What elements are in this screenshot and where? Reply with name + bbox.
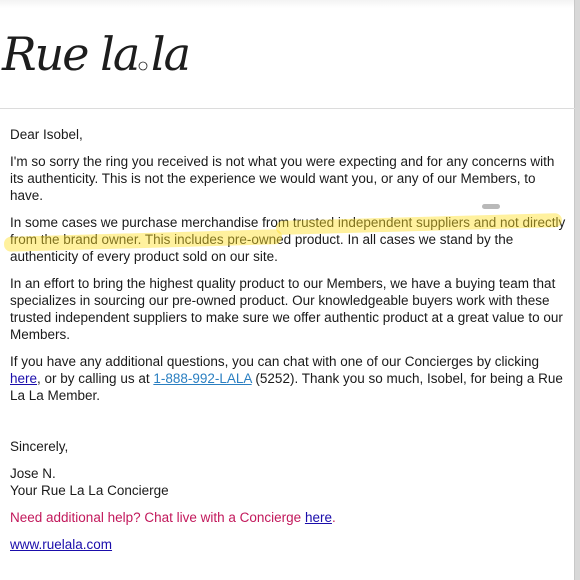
email-paragraph-buying-team: In an effort to bring the highest quality product to our Members, we have a buying team that specializes in sourcing our pre-owned product. Our knowledgeable buyers work with these trusted independent suppliers to make sure we offer authentic product at a great value to our Members. <box>10 276 563 342</box>
site-line <box>10 536 566 553</box>
ruelala-logo-text: Rue la la <box>2 27 190 81</box>
website-link[interactable]: www.ruelala.com <box>10 537 113 552</box>
email-closing: Sincerely, <box>10 439 69 454</box>
window-top-strip <box>0 0 580 8</box>
authenticity-statement: In all cases we stand by the authenticity of every product sold on our site. <box>10 232 514 264</box>
ruelala-logo <box>2 14 190 84</box>
sourcing-text: In some cases we purchase merchandise from trusted independent suppliers and not directly from the brand owner. This includes pre-owned product. <box>10 215 566 247</box>
window-scroll-edge[interactable] <box>574 0 580 580</box>
chat-here-link[interactable]: here <box>10 371 38 386</box>
help-chat-link[interactable]: here <box>304 510 332 525</box>
email-paragraph-sourcing <box>10 214 566 265</box>
help-line <box>10 509 566 526</box>
email-greeting: Dear Isobel, <box>10 127 83 142</box>
email-body <box>10 126 566 563</box>
header-divider <box>0 108 575 109</box>
email-paragraph-contact <box>10 353 566 404</box>
signer-title: Your Rue La La Concierge <box>10 483 169 498</box>
email-signature <box>10 465 566 499</box>
help-end: . <box>331 510 336 525</box>
contact-text-3: (5252). Thank you so much, Isobel, for being a Rue La La Member. <box>10 371 563 403</box>
help-text: Need additional help? Chat live with a Concierge <box>10 510 305 525</box>
phone-link[interactable]: 1-888-992-LALA <box>153 371 252 386</box>
contact-text-1: If you have any additional questions, you can chat with one of our Concierges by clicking <box>10 354 540 369</box>
email-paragraph-apology: I'm so sorry the ring you received is not what you were expecting and for any concerns with its authenticity. This is not the experience we would want you, or any of our Members, to have. <box>10 154 555 203</box>
contact-text-2: , or by calling us at <box>37 371 154 386</box>
signer-name: Jose N. <box>10 466 56 481</box>
